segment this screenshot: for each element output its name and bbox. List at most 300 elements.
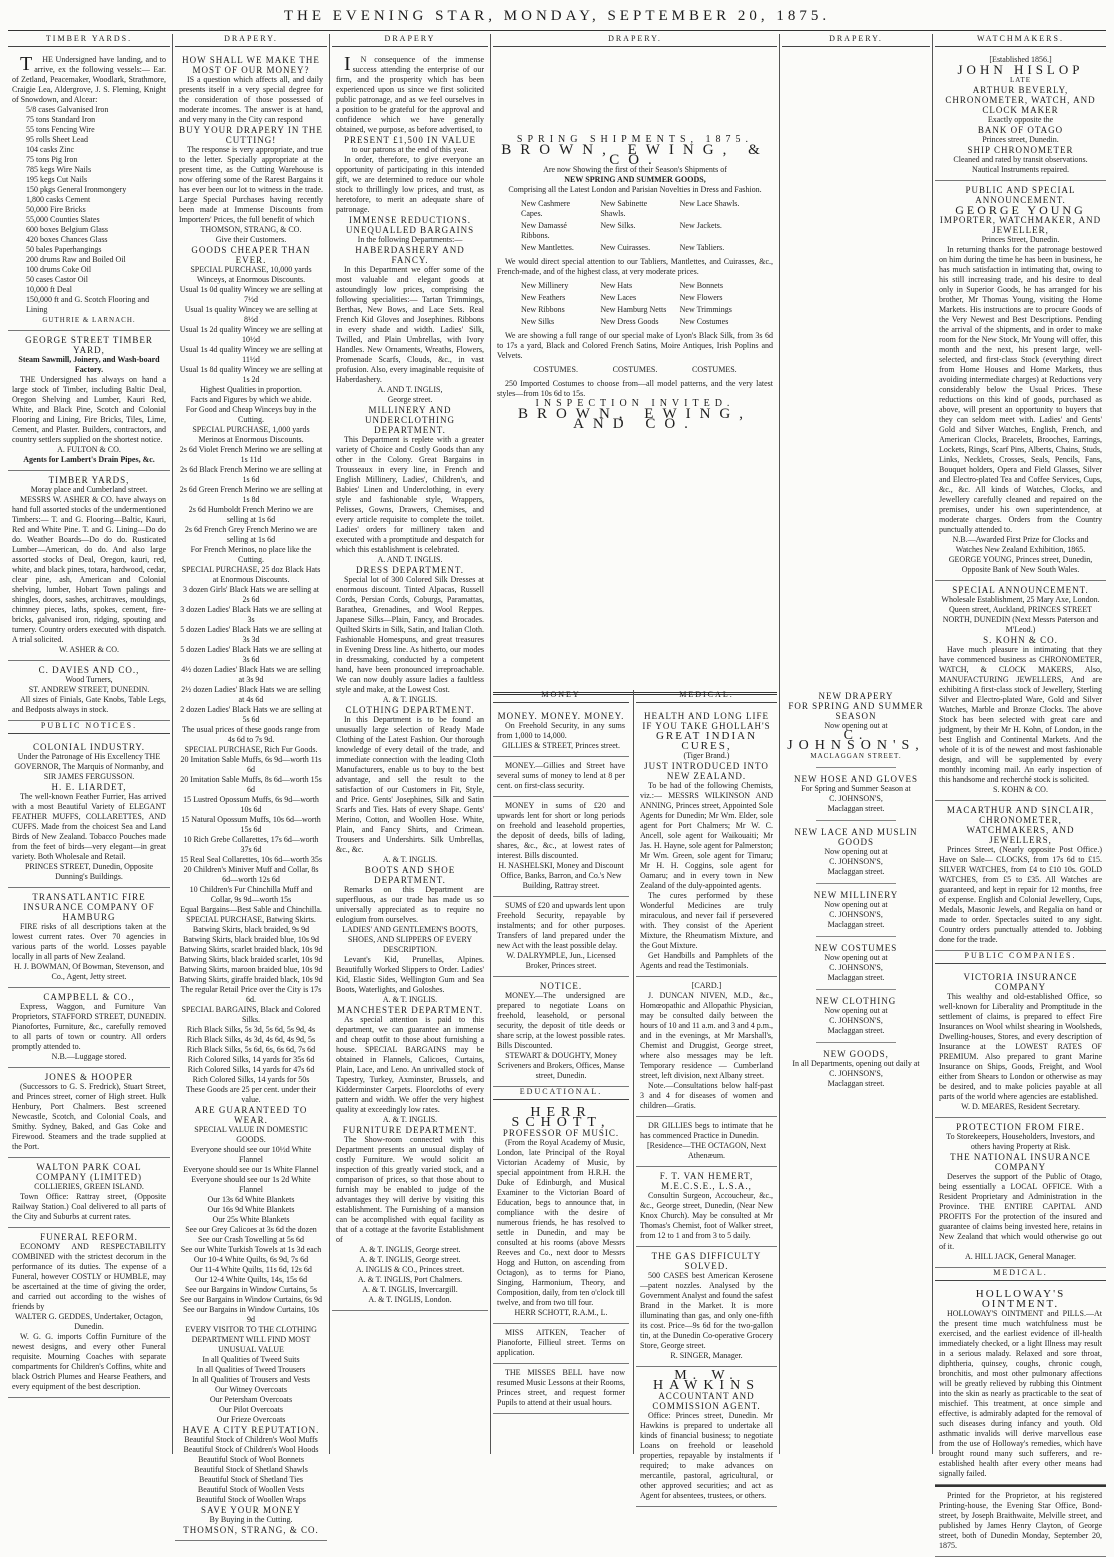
list-item: Batwing Skirts, black braided blue, 10s 9d	[183, 935, 319, 944]
ad-body: IS a question which affects all, and daily presents itself in a very special degree for the consideration of those possessed of moderate incomes. The answer is at hand, and very many in the City can respond	[179, 75, 323, 124]
ad-signature: A. & T. INGLIS.	[382, 695, 438, 704]
ad-title: ARTHUR BEVERLY,	[972, 85, 1069, 95]
list-item: Batwing Skirts, black braided, 9s 9d	[192, 925, 310, 934]
list-item: 5/8 cases Galvanised Iron	[26, 105, 109, 114]
ad-signature: HERR SCHOTT, R.A.M., L.	[514, 1308, 608, 1317]
ad-asher-timber	[8, 471, 170, 661]
list-item: Beautiful Stock of Children's Wool Muffs	[184, 1435, 318, 1444]
ad-headline: BUY YOUR DRAPERY IN THE CUTTING!	[179, 125, 323, 145]
list-item: COSTUMES.	[612, 365, 658, 374]
ad-brand: GEORGE YOUNG	[955, 203, 1086, 217]
list-item: New Ribbons	[521, 305, 565, 314]
list-item: 200 drums Raw and Boiled Oil	[26, 255, 126, 264]
ad-body: Are now Showing the first of their Season's Shipments of	[543, 165, 727, 174]
ad-body: MONEY.—Gillies and Street have several sums of money to lend at 8 per cent. on first-class security.	[497, 761, 625, 790]
ad-s-kohn	[935, 581, 1106, 801]
ad-victoria-insurance	[935, 968, 1106, 1118]
ad-title: MACARTHUR AND SINCLAIR,	[946, 805, 1095, 815]
ad-body: HOLLOWAY'S OINTMENT and PILLS.—At the present time much watchfulness must be exercised, and the earliest evidence of ill-health immediately checked, or a light Illness may result in a serious malady. Relaxed and sore throat, diphtheria, quinsey, coughs, chronic cough, bronchitis, and most other pulmonary affections will be greatly relieved by rubbing this Ointment into the skin as nearly as practicable to the seat of mischief. This treatment, at once simple and effective, is admirably adapted for the removal of such diseases during infancy and youth. Old asthmatic invalids will derive marvellous ease from the use of Holloway's remedies, which have brought round many such sufferers, and re-established health after every other means had signally failed.	[939, 1309, 1102, 1478]
ad-section-title: BOOTS AND SHOE DEPARTMENT.	[364, 865, 456, 885]
ad-brand: C. JOHNSON'S,	[829, 910, 883, 919]
ad-body: The cures performed by these Wonderful Medicines are truly miraculous, and never fail if persevered with. They consist of the Aperient Mixture, the Rheumatism Mixture, and the Gout Mixture.	[640, 891, 773, 950]
ad-title: THE GAS DIFFICULTY SOLVED.	[651, 1251, 762, 1271]
column-rule	[779, 34, 780, 1454]
list-item: Rich Colored Silks, 14 yards for 47s 6d	[187, 1065, 315, 1074]
list-item: New Costumes	[679, 317, 729, 326]
ad-address: ST. ANDREW STREET, DUNEDIN.	[28, 685, 150, 694]
list-item: 5 dozen Ladies' Black Hats we are selling at 3s 3d	[180, 625, 322, 644]
ad-headline: GOODS CHEAPER THAN EVER.	[191, 245, 311, 265]
ad-title: F. T. VAN HEMERT, M.E.C.S.E., L.S.A.,	[659, 1171, 754, 1191]
list-item: 95 rolls Sheet Lead	[26, 135, 88, 144]
ad-title: WALTON PARK COAL COMPANY (LIMITED)	[35, 1162, 143, 1182]
ad-label: [CARD.]	[691, 981, 722, 990]
list-item: New Silks.	[600, 221, 636, 230]
ad-body: The Show-room connected with this Department presents an unusual display of costly Furniture. We would solicit an inspection of this greatly varied stock, and a comparison of prices, so that those about to furnish may be enabled to judge of the advantages they will derive by visiting this establishment. The Furnishing of a mansion can be accomplished with equal facility as that of a cottage at the favorite Establishment of	[336, 1135, 484, 1244]
column-heading: DRAPERY.	[782, 34, 930, 47]
ad-subtitle: FOR SPRING AND SUMMER SEASON	[788, 701, 924, 721]
ad-signature: A. FULTON & CO.	[57, 445, 121, 454]
ad-body: In returning thanks for the patronage bestowed on him during the time he has been in business, he has much satisfaction in intimating that, owing to his still increasing trade, and his desire to deal only in Superior Goods, he has arranged for his brother, Mr Thomas Young, visiting the Home Markets. His instructions are to procure Goods of the Very Newest and Best Descriptions. Pending the arrival of the shipments, and in order to make room for the New Stock, Mr Young will offer, this month and the next, his present large, well-selected, and first-class Stock (everything direct from Home Houses and Home Markets, thus avoiding intermediate charges) at Reductions very considerably below the Usual Prices. These reductions on this kind of goods, purchased as above, will present an opportunity to buyers that they can seldom meet with. Ladies' and Gents' Gold and Silver Watches, English, French, and American Clocks, Bracelets, Brooches, Earrings, Lockets, Rings, Scarf Pins, Alberts, Chains, Studs, Links, Necklets, Crosses, Seals, Pencils, Fans, Bouquet holders, Opera and Field Glasses, Silver and Electro-plated Tea and Coffee Services, Cups, &c., &c. All kinds of Watches, Clocks, and Jewellery carefully cleaned and repaired on the premises, under his own superintendence, at moderate charges. Orders from the Country punctually attended to.	[939, 245, 1102, 534]
ad-title: NOTICE.	[539, 981, 583, 991]
list-item: Everyone should see our 10½d White Flannel	[190, 1145, 312, 1164]
list-item: Rich Colored Silks, 14 yards for 50s	[192, 1075, 310, 1084]
list-item: Usual 1s 2d quality Wincey we are selling at 10½d	[179, 325, 323, 344]
ad-signature: H. J. BOWMAN, Of Bowman, Stevenson, and Co., Agent, Jetty street.	[14, 962, 164, 981]
ad-address: Maclaggan street.	[827, 1026, 885, 1035]
column-heading: MONEY	[493, 690, 629, 703]
list-item: Beautiful Stock of Shetland Shawls	[194, 1465, 308, 1474]
ad-title: NEW GOODS,	[823, 1049, 889, 1059]
ad-body: MONEY in sums of £20 and upwards lent for short or long periods on freehold and leasehold properties, the deposit of deeds, bills of lading, shares, &c., &c., at lowest rates of interest. Bills discounted.	[497, 801, 625, 860]
ad-footer: Agents for Lambert's Drain Pipes, &c.	[23, 455, 155, 464]
ad-c-johnson	[782, 51, 930, 1094]
ad-body: Comprising all the Latest London and Parisian Novelties in Dress and Fashion.	[508, 185, 762, 194]
ad-subtitle: CHRONOMETER, WATCHMAKERS, AND JEWELLERS,	[966, 815, 1075, 845]
ad-note: to our patrons at the end of this year.	[351, 145, 469, 154]
list-item: Our 25s White Blankets	[212, 1215, 290, 1224]
ad-section-title: MANCHESTER DEPARTMENT.	[337, 1005, 483, 1015]
list-item: See our Crash Towelling at 5s 6d	[198, 1235, 304, 1244]
ad-subtitle: Steam Sawmill, Joinery, and Wash-board Factory.	[18, 355, 160, 374]
ad-transatlantic-insurance	[8, 888, 170, 988]
list-item: New Cashmere Capes.	[521, 199, 571, 218]
ad-signature-sub: George street.	[387, 395, 433, 404]
ad-body: (Successors to G. S. Fredrick), Stuart Street, and Princes street, corner of High street. Hulk Henbury, Port Chalmers. Best screened Newcastle, Scotch, and Colonial Coals, and Smithy. Sydney, Baked, and Gas Coke and Firewood. Steamers and the trade supplied at the Port.	[12, 1082, 166, 1151]
list-item: Usual 1s quality Wincey we are selling at 8½d	[184, 305, 318, 324]
list-item: 1,800 casks Cement	[26, 195, 91, 204]
ad-signature: STEWART & DOUGHTY, Money Scriveners and Brokers, Offices, Manse street, Dunedin.	[497, 1051, 625, 1080]
ad-title: PUBLIC AND SPECIAL ANNOUNCEMENT.	[965, 185, 1076, 205]
ad-signature: R. SINGER, Manager.	[670, 1351, 743, 1360]
list-item: 785 kegs Wire Nails	[26, 165, 92, 174]
list-item: 15 Real Seal Collarettes, 10s 6d—worth 35s	[180, 855, 322, 864]
ad-brand: BROWN, EWING, AND CO.	[517, 406, 753, 432]
column-rule	[172, 34, 173, 1454]
ad-body: In order, therefore, to give everyone an opportunity of participating in this intended gift, we are determined to reduce our whole stock to thrillingly low prices, and trust, as heretofore, to merit an adequate share of patronage.	[336, 155, 484, 214]
list-item: Rich Black Silks, 5s 6d, 6s, 6s 6d, 7s 6d	[186, 1045, 316, 1054]
ad-signature: THOMSON, STRANG, & CO.	[183, 1525, 319, 1535]
imprint	[935, 1485, 1106, 1557]
ad-note: By Buying in the Cutting.	[209, 1515, 293, 1524]
column-rule	[633, 690, 634, 1454]
list-item: 20 Children's Miniver Muff and Collar, 8s 6d—worth 12s 6d	[183, 865, 319, 884]
ad-address: Maclaggan street.	[827, 920, 885, 929]
ad-headline: IMMENSE REDUCTIONS.	[348, 215, 471, 225]
ad-note: The regular Retail Price over the City is 17s 6d.	[180, 985, 322, 1004]
ad-title: M. W. HAWKINS	[653, 1368, 760, 1393]
ad-george-young	[935, 181, 1106, 581]
list-item: 75 tons Pig Iron	[26, 155, 78, 164]
ad-section-title: MILLINERY AND UNDERCLOTHING DEPARTMENT.	[365, 405, 455, 435]
ad-body: Office: Princes street, Dunedin. Mr Hawkins is prepared to undertake all kinds of financial business; to negotiate Loans on freehold or leasehold properties, repayable by instalments if required; to make advances on mercantile, pastoral, agricultural, or other approved securities; and act as Agent for absentees, trustees, or others.	[640, 1411, 773, 1500]
ad-address: A. & T. INGLIS, Invercargill.	[362, 1285, 458, 1294]
list-item: New Trimmings	[679, 305, 732, 314]
ad-body: ECONOMY AND RESPECTABILITY COMBINED with the strictest decorum in the performance of its duties. The expense of a Funeral, however COSTLY or HUMBLE, may be ascertained at the time of giving the order, and carried out according to the wishes of friends by	[12, 1242, 166, 1311]
list-item: New Tabliers.	[679, 243, 725, 252]
ad-body: SUMS of £20 and upwards lent upon Freehold Security, repayable by instalments; and for other purposes. Transfers of land prepared under the new Act with the least possible delay.	[497, 901, 625, 950]
ad-subtitle: ACCOUNTANT AND COMMISSION AGENT.	[652, 1391, 761, 1411]
list-item: 55 tons Fencing Wire	[26, 125, 95, 134]
ad-campbell-express	[8, 988, 170, 1068]
list-item: 20 Imitation Sable Muffs, 8s 6d—worth 15s 6d	[180, 775, 322, 794]
ad-title: SHIP CHRONOMETER	[967, 145, 1074, 155]
ad-patronage: Under the Patronage of His Excellency THE GOVERNOR, The Marquis of Normanby, and SIR JAMES FERGUSSON.	[14, 752, 164, 781]
ad-brand: BROWN, EWING, & CO.	[501, 142, 769, 168]
list-item: 5 dozen Ladies' Black Hats we are selling at 3s 6d	[180, 645, 322, 664]
ad-note: Cleaned and rated by transit observations. Nautical Instruments repaired.	[953, 155, 1088, 174]
ad-body: Levant's Kid, Prunellas, Alpines. Beautifully Worked Slippers to Order. Ladies' Kid, Elastic Sides, Wellington Gum and Sea Boots, Waterlights, and Goloshes.	[336, 955, 484, 994]
list-item: Our Petersham Overcoats	[209, 1395, 293, 1404]
ad-body: This wealthy and old-established Office, so well-known for Liberality and Promptitude in the settlement of claims, is prepared to effect Fire Insurances on Wool whilst shearing in Woolsheds, Dwelling-houses, Stores, and every description of Insurance at the LOWEST RATES OF PREMIUM. Also prepared to grant Marine Insurance on Ships, Goods, Freight, and Wool either from Shears to London or otherwise as may be desired, and to make policies payable at all parts of the world where agencies are established.	[939, 992, 1102, 1101]
ad-body: We are showing a full range of our special make of Lyon's Black Silk, from 3s 6d to 17s a yard, Black and Colored French Satins, Moire Antiques, Irish Poplins and Velvets.	[497, 331, 773, 360]
ad-subhead: NEW SPRING AND SUMMER GOODS,	[564, 175, 706, 184]
list-item: Usual 1s 8d quality Wincey we are selling at 1s 2d	[179, 365, 323, 384]
ad-subhead: LADIES' AND GENTLEMEN'S BOOTS, SHOES, AND SLIPPERS OF EVERY DESCRIPTION.	[342, 925, 478, 954]
list-item: Our 13s 6d White Blankets	[207, 1195, 295, 1204]
list-item: New Sabinette Shawls.	[600, 199, 648, 218]
ad-body: MISS AITKEN, Teacher of Pianoforte, Fillieul street. Terms on application.	[497, 1328, 625, 1357]
ad-address: Princes street, Dunedin.	[982, 135, 1059, 144]
ad-headline: UNEQUALLED BARGAINS	[345, 225, 475, 235]
ad-body: In this Department we offer some of the most valuable and elegant goods at astoundingly low prices, comprising the following specialities:— Tartan Trimmings, Berthas, New Bows, and Lace Sets. Real French Kid Gloves and Josephines. Ribbons in every shade and width. Ladies' Silk, Twilled, and Plain Umbrellas, with Ivory Handles. New Ornaments, Wreaths, Flowers, Promenade Scarfs, Clouds, &c., in vast profusion. Also, every imaginable requisite of Haberdashery.	[336, 265, 484, 384]
ad-note: The usual prices of these goods range from 4s 6d to 7s 9d.	[182, 725, 320, 744]
ad-body: J. DUNCAN NIVEN, M.D., &c., Homœopathic and Allopathic Physician, may be consulted daily between the hours of 10 and 11 a.m. and 3 and 4 p.m., and in the evenings, at Mr Marshall's, Chemist and Druggist, George street, where also messages may be left. Temporary residence — Cumberland street, left division, next Albany street.	[640, 991, 773, 1080]
column-heading: MEDICAL.	[636, 690, 777, 703]
ad-title: FUNERAL REFORM.	[40, 1232, 138, 1242]
list-item: New Cuirasses.	[600, 243, 651, 252]
ad-body: FIRE risks of all descriptions taken at the lowest current rates. Over 70 agencies in various parts of the world. Losses payable locally in all parts of New Zealand.	[12, 922, 166, 961]
ad-body: Get Handbills and Pamphlets of the Agents and read the Testimonials.	[640, 951, 773, 970]
ad-subtitle: Moray place and Cumberland street.	[30, 485, 148, 494]
list-item: 420 boxes Chances Glass	[26, 235, 108, 244]
list-item: 50 cases Castor Oil	[26, 275, 88, 284]
ad-brand: C. JOHNSON'S,	[829, 1069, 883, 1078]
list-item: 2s 6d French Grey French Merino we are selling at 1s 6d	[184, 525, 318, 544]
ad-subhead: SPECIAL VALUE IN DOMESTIC GOODS.	[194, 1125, 308, 1144]
ad-misses-bell	[493, 1364, 629, 1414]
ad-gillies-money	[493, 757, 629, 797]
ad-note: LATE	[1009, 76, 1032, 84]
list-item: Our Pilot Overcoats	[219, 1405, 283, 1414]
ad-body: THE Undersigned has always on hand a large stock of Timber, including Baltic Deal, Oregon Shelving and Lumber, Kauri Red, White, and Black Pine, Scotch and Colonial Flooring and Lining, Fire Bricks, Tiles, Lime, Cement, and Plaster. Builders, contractors, and country settlers supplied on the shortest notice.	[12, 375, 166, 444]
ad-note: N.B.—Awarded First Prize for Clocks and Watches New Zealand Exhibition, 1865.	[952, 535, 1089, 554]
ad-inglis	[332, 51, 488, 1311]
list-item: 15 Natural Opossum Muffs, 10s 6d—worth 15s 6d	[181, 815, 321, 834]
list-item: New Laces	[600, 293, 637, 302]
ad-body: Note.—Consultations below half-past 3 and 4 for diseases of women and children—Gratis.	[640, 1081, 773, 1110]
ad-address: Maclaggan street.	[827, 973, 885, 982]
list-item: Our Frieze Overcoats	[216, 1415, 286, 1424]
column-heading: DRAPERY.	[175, 34, 327, 47]
ad-address: A. & T. INGLIS, Port Chalmers.	[357, 1275, 463, 1284]
ad-brand: C. JOHNSON'S,	[829, 963, 883, 972]
product-grid	[497, 277, 773, 331]
ad-body: Remarks on this Department are superfluous, as our trade has made us so universally appreciated as to require no eulogium from ourselves.	[336, 885, 484, 924]
ad-signature: W. DALRYMPLE, Jun., Licensed Broker, Princes street.	[506, 951, 616, 970]
ad-body: On Freehold Security, in any sums from 1,000 to 14,000.	[497, 721, 625, 740]
ad-title: NEW DRAPERY	[818, 691, 894, 701]
ad-title: HOLLOWAY'S OINTMENT.	[975, 1288, 1066, 1310]
list-item: In all Qualities of Tweed Suits	[202, 1355, 300, 1364]
ad-thomson-strang	[175, 51, 327, 1541]
ad-signature: A. HILL JACK, General Manager.	[964, 1252, 1076, 1261]
list-item: 55,000 Counties Slates	[26, 215, 100, 224]
masthead: THE EVENING STAR, MONDAY, SEPTEMBER 20, 1875.	[8, 4, 1106, 31]
ad-subhead: SPECIAL BARGAINS, Black and Colored Silks.	[181, 1005, 321, 1024]
product-grid	[497, 195, 773, 257]
list-item: 2s 6d Violet French Merino we are selling at 1s 11d	[179, 445, 323, 464]
ad-address: MACLAGGAN STREET.	[810, 752, 902, 760]
list-item: COSTUMES.	[533, 365, 578, 374]
ad-subhead: SPECIAL PURCHASE, Batwing Skirts.	[186, 915, 316, 924]
list-item: 20 Imitation Sable Muffs, 6s 9d—worth 11s 6d	[180, 755, 322, 774]
ad-stewart-doughty	[493, 977, 629, 1087]
ad-funeral-reform	[8, 1228, 170, 1398]
ad-title: TIMBER YARDS,	[48, 475, 130, 485]
ad-van-hemert	[636, 1167, 777, 1247]
list-item: New Flowers	[679, 293, 723, 302]
ad-subtitle: COLLIERIES, GREEN ISLAND.	[34, 1182, 144, 1191]
ad-title: C. DAVIES AND CO.,	[38, 665, 140, 675]
list-item: New Millinery	[521, 281, 569, 290]
ad-body: MESSRS W. ASHER & CO. have always on hand full assorted stocks of the undermentioned Timbers:— T. and G. Flooring—Baltic, Kauri, Red and White Pine. T. and G. Lining—Do do do. Weather Boards—Do do do. Rusticated Lumber—American, do do. And also large assorted stocks of Deal, Oregon, kauri, red, white, and black pines, totara, hardwood, cedar, clear pine, ash, American and Colonial shelving, lumber, Hobart Town palings and shingles, doors, sashes, architraves, mouldings, chimney pieces, laths, spokes, cement, fire-bricks, galvanised iron, ridging, spouting and turnery. Country orders executed with dispatch. A trial solicited.	[12, 495, 166, 644]
ad-body: Princes Street, (Nearly opposite Post Office.) Have on Sale— CLOCKS, from 17s 6d to £15. SILVER WATCHES, from £4 to £10 10s. GOLD WATCHES, from £5 to £35. All Watches are guaranteed, and kept in repair for 12 months, free of expense. English and Colonial Jewellery, Cups, Medals, Masonic Jewels, and Regalia on hand or made to order. Spectacles suited to any sight. Country orders punctually attended to. Jobbing done for the trade.	[939, 845, 1102, 944]
ad-headline: ARE GUARANTEED TO WEAR.	[194, 1105, 308, 1125]
ad-footer: W. G. G. imports Coffin Furniture of the newest designs, and every other Funeral requisite. Mourning Coaches with separate compartments for Children's Coffins, white and black Ostrich Plumes and Hearse Feathers, and every equipment of the best description.	[12, 1332, 166, 1391]
list-item: See our White Turkish Towels at 1s 3d each	[180, 1245, 322, 1254]
ad-items	[12, 105, 166, 315]
ad-miss-aitken	[493, 1324, 629, 1364]
list-item: Rich Black Silks, 5s 3d, 5s 6d, 5s 9d, 4s	[186, 1025, 316, 1034]
list-item: Our 10-4 White Quilts, 6s 9d, 7s 6d	[193, 1255, 309, 1264]
ad-body: The well-known Feather Furrier, Has arrived with a most Beautiful Variety of ELEGANT FEATHER MUFFS, COLLARETTES, AND CUFFS. Made from the choicest Sea and Land Birds of New Zealand. Tobacco Pouches made from the feet of birds—very elegant—in great variety. Both Wholesale and Retail.	[12, 792, 166, 861]
list-item: Usual 1s 0d quality Wincey we are selling at 7½d	[179, 285, 323, 304]
list-item: 10 Children's Fur Chinchilla Muff and Collar, 9s 9d—worth 15s	[189, 885, 313, 904]
ad-note: Now opening out at	[824, 953, 888, 962]
ad-headline: PRESENT £1,500 IN VALUE	[343, 135, 476, 145]
list-item: New Hamburg Netts	[600, 305, 667, 314]
ad-note: For Spring and Summer Season at	[801, 784, 911, 793]
list-item: 100 drums Coke Oil	[26, 265, 92, 274]
list-item: New Feathers	[521, 293, 566, 302]
ad-national-insurance	[935, 1118, 1106, 1268]
ad-george-street-timber	[8, 331, 170, 471]
ad-subtitle: Wood Turners,	[65, 675, 113, 684]
ad-subhead: SPECIAL PURCHASE, 1,000 yards Merinos at Enormous Discounts.	[192, 425, 310, 444]
ad-body: DR GILLIES begs to intimate that he has commenced Practice in Dunedin.	[640, 1121, 773, 1140]
list-item: 15 Lustred Opossum Muffs, 6s 9d—worth 10s 6d	[183, 795, 319, 814]
ad-body: 250 Imported Costumes to choose from—all model patterns, and the very latest styles—from 10s 6d to 15s.	[497, 379, 773, 398]
list-item: 104 casks Zinc	[26, 145, 74, 154]
list-item: Everyone should see our 1s 2d White Flannel	[191, 1175, 311, 1194]
ad-headline: SAVE YOUR MONEY	[200, 1505, 301, 1515]
list-item: New Dress Goods	[600, 317, 659, 326]
list-item: 2 dozen Ladies' Black Hats we are selling at 5s 6d	[180, 705, 322, 724]
ad-title: HOW SHALL WE MAKE THE MOST OF OUR MONEY?	[182, 55, 320, 75]
ad-title: VICTORIA INSURANCE COMPANY	[963, 972, 1078, 992]
list-item: New Mantlettes.	[521, 243, 574, 252]
list-item: Batwing Skirts, giraffe braided black, 10s 9d	[179, 975, 323, 984]
list-item: See our Bargains in Window Curtains, 5s	[184, 1285, 318, 1294]
ad-note: These Goods are 25 per cent. under their value.	[185, 1085, 317, 1104]
ad-title: JONES & HOOPER	[44, 1072, 134, 1082]
section-heading: PUBLIC COMPANIES.	[935, 951, 1106, 964]
ad-colonial-industry	[8, 738, 170, 888]
column-heading: DRAPERY.	[493, 34, 777, 47]
column-heading: DRAPERY	[332, 34, 488, 47]
ad-note: Now opening out at	[824, 1006, 888, 1015]
ad-title: BANK OF OTAGO	[977, 125, 1064, 135]
list-item: 50,000 Fire Bricks	[26, 205, 86, 214]
ad-hawkins	[636, 1367, 777, 1507]
list-item: Our 12-4 White Quilts, 14s, 15s 6d	[194, 1275, 308, 1284]
ad-subhead: EVERY VISITOR TO THE CLOTHING DEPARTMENT WILL FIND MOST UNUSUAL VALUE	[185, 1325, 317, 1354]
ad-signature: GEORGE YOUNG, Princes street, Dunedin, Opposite Bank of New South Wales.	[948, 555, 1093, 574]
ad-address: PRINCES STREET, Dunedin, Opposite Dunning's Buildings.	[24, 862, 154, 881]
ad-note: In all Departments, opening out daily at	[792, 1059, 920, 1068]
ad-brand: C. JOHNSON'S,	[787, 728, 925, 753]
ad-address: [Residence—THE OCTAGON, Next Athenæum.	[646, 1141, 767, 1160]
list-item: New Jackets.	[679, 221, 722, 230]
ad-note: For Good and Cheap Winceys buy in the Cutting.	[185, 405, 317, 424]
ad-signature: A. AND T. INGLIS,	[377, 385, 443, 394]
ad-address: Queen street, Auckland, PRINCES STREET NORTH, DUNEDIN (Next Messrs Paterson and M'Leod.)	[942, 605, 1099, 634]
ad-signature: W. D. MEARES, Resident Secretary.	[961, 1102, 1080, 1111]
ad-holloway	[935, 1285, 1106, 1485]
list-item: 75 tons Standard Iron	[26, 115, 96, 124]
list-item: 10 Rich Grebe Collarettes, 17s 6d—worth 37s 6d	[183, 835, 319, 854]
list-item: Our 16s 9d White Blankets	[207, 1205, 295, 1214]
list-item: Beautiful Stock of Woollen Vests	[197, 1485, 305, 1494]
ad-note: Equal Bargains—Best Sable and Chinchilla.	[180, 905, 322, 914]
ad-section-title: FURNITURE DEPARTMENT.	[342, 1125, 478, 1135]
list-item: Batwing Skirts, scarlet braided black, 10s 9d	[179, 945, 323, 954]
column-inglis	[332, 34, 488, 1454]
column-thomson-strang	[175, 34, 327, 1535]
ad-body: This Department is replete with a greater variety of Choice and Costly Goods than any other in the Colony. Great Bargains in Trousseaux in every line, in French and English Millinery, Ladies', Children's, and Babies' Linen and Underclothing, in every style and fashionable style, Wrappers, Pelisses, Gowns, Drawers, Chemises, and every article requisite to complete the toilet. Ladies' orders for millinery taken and executed with a promptitude and despatch for which this establishment is celebrated.	[336, 435, 484, 554]
ad-note: Now opening out at	[824, 721, 888, 730]
list-item: In all Qualities of Trousers and Vests	[191, 1375, 311, 1384]
column-brown-ewing	[493, 34, 777, 514]
ad-note: N.B.—Luggage stored.	[51, 1052, 127, 1061]
ad-title: TRANSATLANTIC FIRE INSURANCE COMPANY OF HAMBURG	[23, 892, 155, 922]
ad-title: MONEY. MONEY. MONEY.	[497, 711, 625, 721]
ad-body: 500 CASES best American Kerosene—patent nozzles. Analysed by the Government Analyst and found the safest Brand in the Market. It is more illuminating than gas, and only one-fifth its cost. Price—9s 6d for the two-gallon tin, at the Dunedin Co-operative Grocery Store, George street.	[640, 1271, 773, 1350]
ad-subtitle: IMPORTER, WATCHMAKER, AND JEWELLER,	[939, 215, 1102, 235]
ad-note: Highest Qualities in proportion.	[200, 385, 302, 394]
list-item: Batwing Skirts, maroon braided blue, 10s 9d	[179, 965, 323, 974]
ad-dr-gillies	[636, 1117, 777, 1167]
list-item: Beautiful Stock of Shetland Ties	[199, 1475, 303, 1484]
list-item: See our Bargains in Window Curtains, 10s 9d	[182, 1305, 320, 1324]
list-item: Our 11-4 White Quilts, 11s 6d, 12s 6d	[190, 1265, 312, 1274]
ad-davies-wood-turners	[8, 661, 170, 721]
ad-body: (From the Royal Academy of Music, London, late Principal of the Royal Victorian Academy of Music, by special appointment from H.R.H. the Duke of Edinburgh, and Musical Examiner to the Victorian Board of Education, begs to announce that, in compliance with the desire of numerous friends, he has resolved to settle in Dunedin, and may be consulted at his rooms (above Messrs Reeves and Co., next door to Messrs Hogg and Hutton, on ascending from Octagon), as to terms for Piano, Singing, Harmonium, Theory, and Composition, daily, from ten o'clock till twelve, and from two till four.	[497, 1138, 625, 1307]
ad-body: All sizes of Finials, Gate Knobs, Table Legs, and Bedposts always in stock.	[12, 695, 166, 714]
ad-body: We would direct special attention to our Tabliers, Mantlettes, and Cuirasses, &c., French-made, and of the highest class, at very moderate prices.	[497, 257, 773, 276]
ad-address: A. & T. INGLIS, George street.	[359, 1245, 461, 1254]
ad-brand: S. KOHN & CO.	[983, 635, 1058, 645]
ad-note: For French Merinos, no place like the Cutting.	[190, 545, 312, 564]
ad-title: HERR SCHOTT,	[511, 1105, 611, 1130]
ad-dalrymple	[493, 897, 629, 977]
ad-subtitle: CHRONOMETER, WATCH, AND CLOCK MAKER	[945, 95, 1096, 115]
list-item: COSTUMES.	[691, 365, 737, 374]
ad-ghollah	[636, 707, 777, 977]
ad-title: PROTECTION FROM FIRE.	[956, 1122, 1085, 1132]
ad-signature: H. NASHELSKI, Money and Discount Office, Banks, Barron, and Co.'s New Building, Rattray street.	[498, 861, 624, 890]
ad-title: NEW MILLINERY	[813, 890, 899, 900]
list-item: 4½ dozen Ladies' Black Hats we are selling at 3s 9d	[181, 665, 321, 684]
ad-subhead: SPECIAL PURCHASE, 25 doz Black Hats at Enormous Discounts.	[181, 565, 321, 584]
ad-gas-difficulty	[636, 1247, 777, 1367]
ad-name: H. E. LIARDET,	[51, 782, 127, 792]
ad-title: THE NATIONAL INSURANCE COMPANY	[950, 1152, 1091, 1172]
ad-title: GEORGE STREET TIMBER YARD,	[25, 335, 153, 355]
column-medical	[636, 690, 777, 1500]
ad-body: In this Department is to be found an unusually large selection of Ready Made Clothing of the Latest Fashion. Our thorough knowledge of every detail of the trade, and immediate connection with the leading Cloth Manufacturers, enable us to buy to the best advantage, and sell the result to the satisfaction of our Customers in Fit, Style, and Price. Gents' Josephines, Silk and Satin Scarfs and Ties. Hats of every Shape. Gents' Merino, Cotton, and Woollen Hose. White, Plain, and Fancy Shirts, and Crimean. Trousers and Undershirts. Silk Umbrellas, &c., &c.	[336, 715, 484, 854]
ad-body: MONEY.—The undersigned are prepared to negotiate Loans on freehold, leasehold, or personal security, the deposit of title deeds or share scrip, at the lowest possible rates. Bills Discounted.	[497, 991, 625, 1050]
list-item: New Lace Shawls.	[679, 199, 740, 208]
ad-brand: C. JOHNSON'S,	[829, 794, 883, 803]
section-heading: MEDICAL.	[935, 1268, 1106, 1281]
list-item: Our Witney Overcoats	[215, 1385, 287, 1394]
ad-address: Maclaggan street.	[827, 1079, 885, 1088]
list-item: 150,000 ft and G. Scotch Flooring and Lining	[26, 295, 150, 314]
list-item: Rich Black Silks, 4s 3d, 4s 6d, 4s 9d, 5s	[186, 1035, 316, 1044]
list-item: New Hats	[600, 281, 633, 290]
ad-note: Now opening out at	[824, 847, 888, 856]
ad-body: The response is very appropriate, and true to the letter. Specially appropriate at the present time, as the Cutting Warehouse is now offering some of the Rarest Bargains it has ever been our lot to witness in the trade. Large Special Purchases having recently been made at Immense Discounts from Importers' Prices, the full benefit of which	[179, 145, 323, 224]
ad-body: Have much pleasure in intimating that they have commenced business as CHRONOMETER, WATCH, & CLOCK MAKERS, Also, MANUFACTURING JEWELLERS, And are exhibiting A first-class stock of Jewellery, Sterling Silver and Electro-plated Ware, Gold and Silver Watches, Marble and Bronze Clocks. The above Stock has been selected with great care and judgment, by their Mr H. Kohn, of London, in the best English and Continental Markets. And the whole of it is of the newest and most fashionable design, and will be supplemented by every monthly incoming mail. An early inspection of this handsome and recherché stock is solicited.	[939, 645, 1102, 784]
ad-signature: A. AND T. INGLIS.	[377, 555, 443, 564]
ad-signature: A. & T. INGLIS.	[382, 995, 438, 1004]
ad-brand: C. JOHNSON'S,	[829, 1016, 883, 1025]
list-item: Beautiful Stock of Woollen Wraps	[196, 1495, 306, 1504]
column-rule	[329, 34, 330, 1454]
ad-subtitle: JUST INTRODUCED INTO NEW ZEALAND.	[644, 761, 769, 781]
imprint-text: Printed for the Proprietor, at his registered Printing-house, the Evening Star Office, Bond-street, by Joseph Braithwaite, Melville street, and published by James Henry Clayton, of George street, both of Dunedin Monday, September 20, 1875.	[939, 1491, 1102, 1550]
list-item: New Damassé Ribbons.	[521, 221, 567, 240]
column-watchmakers	[935, 34, 1106, 1550]
list-item: Usual 1s 4d quality Wincey we are selling at 11½d	[179, 345, 323, 364]
ad-note: Facts and Figures by which we abide.	[190, 395, 312, 404]
ad-address: Maclaggan street.	[827, 804, 885, 813]
ad-brand: JOHN HISLOP	[957, 62, 1084, 77]
list-item: 3 dozen Ladies' Black Hats we are selling at 3s	[180, 605, 322, 624]
list-item: 150 pkgs General Ironmongery	[26, 185, 127, 194]
